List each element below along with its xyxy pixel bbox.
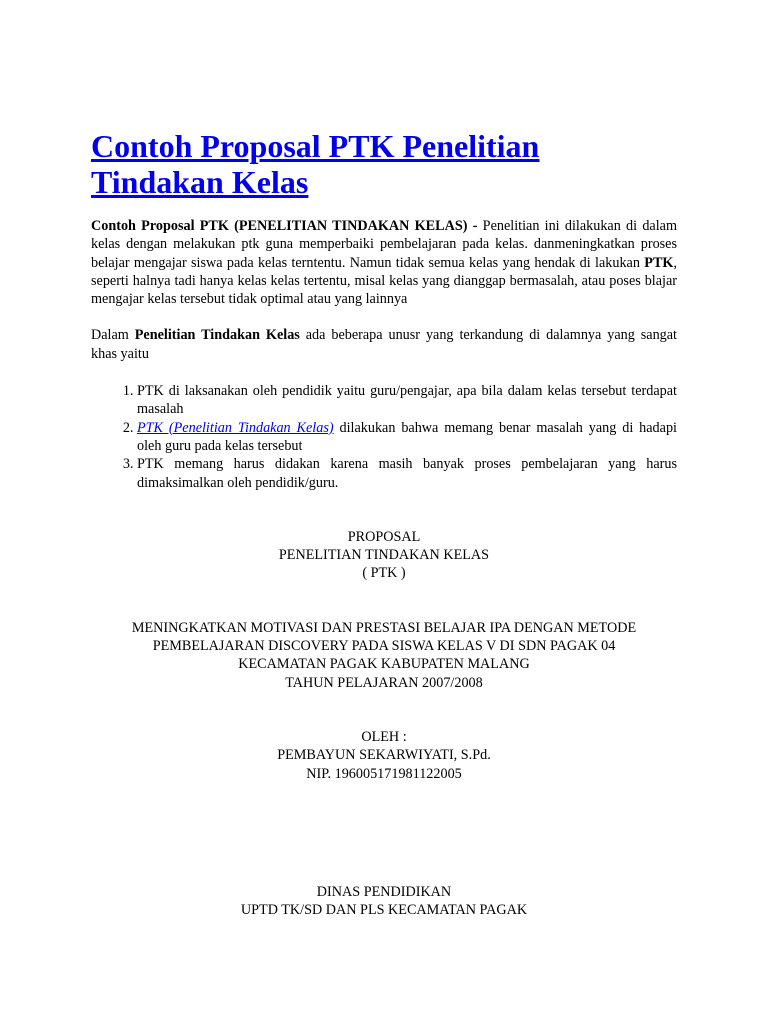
author-name: PEMBAYUN SEKARWIYATI, S.Pd. [277, 747, 491, 764]
proposal-line-3: ( PTK ) [362, 565, 406, 582]
institution-block [91, 883, 677, 920]
intro-paragraph [91, 217, 677, 308]
proposal-line-1: PROPOSAL [347, 528, 421, 545]
proposal-line-2: PENELITIAN TINDAKAN KELAS [278, 547, 490, 564]
characteristics-list [91, 382, 677, 492]
list-item-1-text: PTK di laksanakan oleh pendidik yaitu guru/pengajar, apa bila dalam kelas tersebut terdapat masalah [137, 383, 677, 418]
author-nip: NIP. 196005171981122005 [306, 765, 462, 782]
list-item-2-text: dilakukan bahwa memang benar masalah yang di hadapi oleh guru pada kelas tersebut [137, 419, 677, 454]
research-title-line-2: PEMBELAJARAN DISCOVERY PADA SISWA KELAS V DI SDN PAGAK 04 [152, 638, 616, 655]
intro-text-end: , seperti halnya tadi hanya kelas kelas tertentu, misal kelas yang dianggap bermasalah, atau poses blajar mengajar kelas tersebut tidak optimal atau yang lainnya [91, 254, 677, 308]
research-title-line-4: TAHUN PELAJARAN 2007/2008 [285, 674, 483, 691]
intro-bold-ptk: PTK [644, 254, 674, 271]
second-text-start: Dalam [91, 327, 135, 344]
list-item-3-text: PTK memang harus didakan karena masih banyak proses pembelajaran yang harus dimaksimalkan oleh pendidik/guru. [137, 456, 677, 491]
list-item [137, 382, 677, 419]
author-block [91, 728, 677, 783]
page-title[interactable] [91, 128, 677, 200]
intro-bold-lead: Contoh Proposal PTK (PENELITIAN TINDAKAN KELAS) - [91, 218, 478, 234]
list-item [137, 455, 677, 492]
research-title-line-3: KECAMATAN PAGAK KABUPATEN MALANG [238, 656, 530, 673]
document-page [91, 128, 677, 919]
second-paragraph [91, 326, 677, 363]
list-item [137, 419, 677, 456]
research-title-line-1: MENINGKATKAN MOTIVASI DAN PRESTASI BELAJAR IPA DENGAN METODE [131, 619, 637, 636]
second-text-end: ada beberapa unusr yang terkandung di dalamnya yang sangat khas yaitu [91, 327, 677, 362]
institution-line-2: UPTD TK/SD DAN PLS KECAMATAN PAGAK [240, 902, 528, 919]
institution-line-1: DINAS PENDIDIKAN [316, 883, 452, 900]
ptk-link[interactable]: PTK (Penelitian Tindakan Kelas) [137, 419, 334, 436]
second-bold: Penelitian Tindakan Kelas [134, 327, 300, 344]
title-link[interactable]: Contoh Proposal PTK Penelitian Tindakan Kelas [91, 128, 540, 200]
intro-text: Penelitian ini dilakukan di dalam kelas dengan melakukan ptk guna memperbaiki pembelajaran pada kelas. danmeningkatkan proses belajar mengajar siswa pada kelas terntentu. Namun tidak semua kelas yang hendak di lakukan [91, 218, 677, 271]
proposal-heading [91, 528, 677, 583]
author-oleh: OLEH : [361, 728, 407, 745]
research-title [91, 619, 677, 692]
